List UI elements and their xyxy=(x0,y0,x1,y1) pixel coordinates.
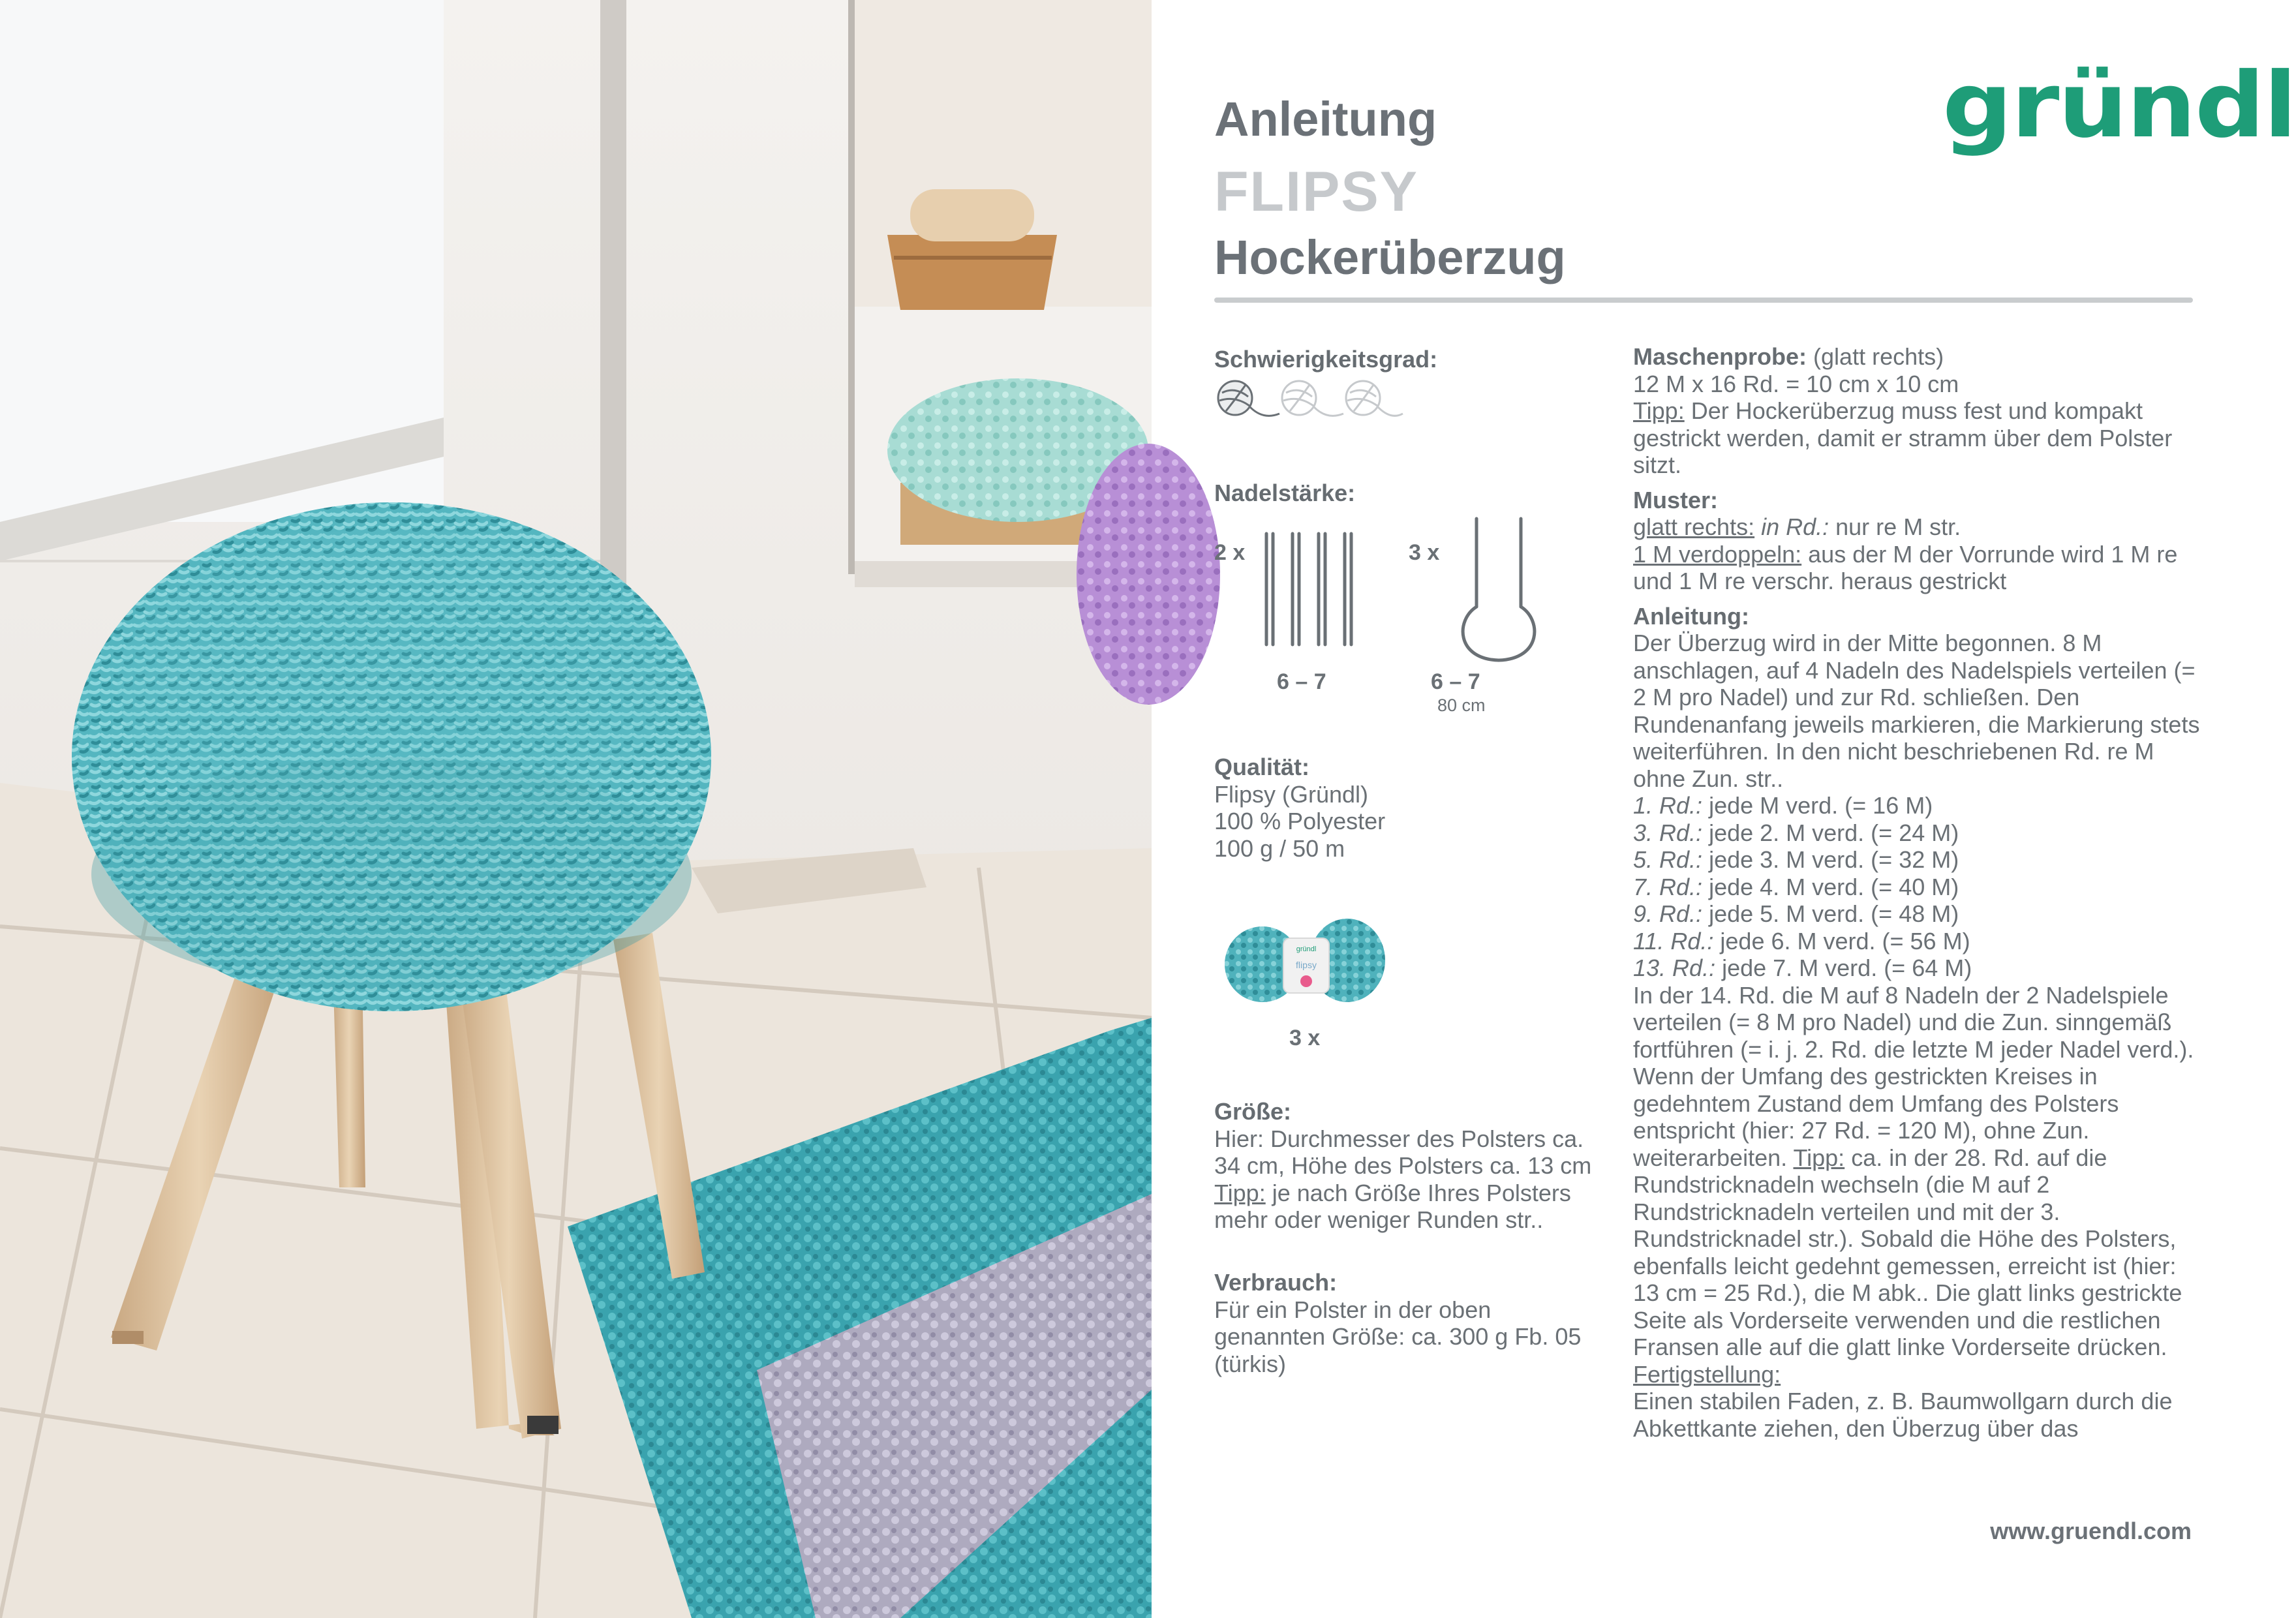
size-main: Hier: Durchmesser des Polsters ca. 34 cm, Höhe des Polsters ca. 13 cm xyxy=(1214,1125,1592,1179)
pattern-item-italic: in Rd.: xyxy=(1754,513,1829,540)
para2-tip-label: Tipp: xyxy=(1793,1144,1845,1171)
circular-needle-size: 6 – 7 xyxy=(1431,669,1480,694)
doc-kicker: Anleitung xyxy=(1214,92,1437,146)
pattern-item xyxy=(1633,513,2207,541)
quality-label: Qualität: xyxy=(1214,754,1310,780)
pattern-item-label: 1 M verdoppeln: xyxy=(1633,540,1802,568)
round-step xyxy=(1633,928,2207,955)
circular-needle-count: 3 x xyxy=(1409,540,1440,565)
yarn-ball-icon-filled xyxy=(1218,381,1279,416)
size-text xyxy=(1214,1125,1606,1234)
quality-line: 100 % Polyester xyxy=(1214,808,1386,834)
doc-subtitle: Hockerüberzug xyxy=(1214,230,1566,284)
size-tip-label: Tipp: xyxy=(1214,1179,1266,1206)
finish-text: Einen stabilen Faden, z. B. Baumwollgarn durch die Abkettkante ziehen, den Überzug über das xyxy=(1633,1388,2173,1442)
pattern-item-label: glatt rechts: xyxy=(1633,513,1755,540)
round-step xyxy=(1633,874,2207,901)
round-text: jede 2. M verd. (= 24 M) xyxy=(1702,819,1959,846)
gauge-tip-label: Tipp: xyxy=(1633,397,1685,424)
round-text: jede 3. M verd. (= 32 M) xyxy=(1702,846,1959,873)
round-label: 13. Rd.: xyxy=(1633,954,1716,981)
difficulty-label: Schwierigkeitsgrad: xyxy=(1214,346,1438,373)
header-divider xyxy=(1214,298,2193,303)
gauge-label-suffix: (glatt rechts) xyxy=(1807,343,1944,370)
brand-logo: gründl xyxy=(1942,53,2296,159)
round-text: jede 5. M verd. (= 48 M) xyxy=(1702,900,1959,927)
para2-text-b: ca. in der 28. Rd. auf die Rundstricknadeln wechseln (die M auf 2 Rundstricknadeln verteilen und mit der 3. Rundstricknadel str.). Sobald die Höhe des Polsters, ebenfalls leicht gedehnt gemessen, erreicht ist (hier: 13 cm = 25 Rd.), die M abk.. Die glatt links gestrickte Seite als Vorderseite verwenden und die restlichen Fransen alle auf die glatt linke Vorderseite drücken. xyxy=(1633,1144,2182,1360)
yarn-ball-icon-empty xyxy=(1282,381,1343,416)
pattern-item xyxy=(1633,541,2207,595)
quality-line: 100 g / 50 m xyxy=(1214,834,1345,862)
product-name: FLIPSY xyxy=(1214,160,1419,223)
round-step xyxy=(1633,954,2207,982)
skein-band-brand: gründl xyxy=(1296,945,1317,953)
instructions-round14: In der 14. Rd. die M auf 8 Nadeln der 2 Nadelspiele verteilen (= 8 M pro Nadel) und die Zun. sinngemäß fortführen (= i. j. 2. Rd. die letzte M jeder Nadel verd.). xyxy=(1633,981,2194,1063)
usage-label: Verbrauch: xyxy=(1214,1269,1338,1296)
needle-set-size: 6 – 7 xyxy=(1277,669,1326,694)
pattern-item-text: nur re M str. xyxy=(1829,513,1961,540)
size-block xyxy=(1214,1098,1619,1234)
round-label: 7. Rd.: xyxy=(1633,873,1703,900)
round-text: jede M verd. (= 16 M) xyxy=(1702,792,1933,819)
gauge-value: 12 M x 16 Rd. = 10 cm x 10 cm xyxy=(1633,370,1959,397)
circular-needle-length: 80 cm xyxy=(1437,695,1486,715)
size-tip-text: je nach Größe Ihres Polsters mehr oder weniger Runden str.. xyxy=(1214,1179,1571,1233)
gauge-tip xyxy=(1633,397,2207,479)
yarn-ball-icon-empty xyxy=(1346,381,1403,416)
size-label: Größe: xyxy=(1214,1098,1292,1125)
pattern-label: Muster: xyxy=(1633,486,1719,513)
round-label: 3. Rd.: xyxy=(1633,819,1703,846)
round-step xyxy=(1633,792,2207,819)
quality-line: Flipsy (Gründl) xyxy=(1214,780,1369,808)
skein-band-label: flipsy xyxy=(1296,960,1317,970)
needle-set-count: 2 x xyxy=(1214,540,1246,565)
yarn-skein-image xyxy=(1223,913,1386,1011)
quality-block xyxy=(1214,754,1606,862)
instructions-panel xyxy=(1152,0,2296,1618)
round-label: 1. Rd.: xyxy=(1633,792,1703,819)
round-label: 9. Rd.: xyxy=(1633,900,1703,927)
finish-label: Fertigstellung: xyxy=(1633,1360,1781,1388)
round-step xyxy=(1633,900,2207,928)
website-link[interactable]: www.gruendl.com xyxy=(1990,1518,2192,1544)
round-text: jede 7. M verd. (= 64 M) xyxy=(1715,954,1972,981)
instructions-intro: Der Überzug wird in der Mitte begonnen. 8 M anschlagen, auf 4 Nadeln des Nadelspiels verteilen (= 2 M pro Nadel) und zur Rd. schließen. Den Rundenanfang jeweils markieren, die Markierung stets weiterführen. In den nicht beschriebenen Rd. re M ohne Zun. str.. xyxy=(1633,630,2200,792)
instructions-para2 xyxy=(1633,1063,2207,1361)
round-label: 5. Rd.: xyxy=(1633,846,1703,873)
pattern-item-text: aus der M der Vorrunde wird 1 M re und 1 M re verschr. heraus gestrickt xyxy=(1633,540,2178,594)
usage-block xyxy=(1214,1269,1619,1377)
gauge-label: Maschenprobe: xyxy=(1633,343,1807,370)
needles-label: Nadelstärke: xyxy=(1214,480,1356,506)
para2-text-a: Wenn der Umfang des gestrickten Kreises in gedehntem Zustand dem Umfang des Polsters entspricht (hier: 27 Rd. = 120 M), ohne Zun. weiterarbeiten. xyxy=(1633,1063,2119,1171)
round-text: jede 6. M verd. (= 56 M) xyxy=(1713,927,1970,954)
gauge-tip-text: Der Hockerüberzug muss fest und kompakt gestrickt werden, damit er stramm über dem Polster sitzt. xyxy=(1633,397,2173,478)
instructions-column xyxy=(1633,343,2207,1442)
gauge-heading xyxy=(1633,343,2207,371)
difficulty-rating xyxy=(1214,378,1403,424)
round-label: 11. Rd.: xyxy=(1633,927,1714,954)
round-step xyxy=(1633,819,2207,847)
round-text: jede 4. M verd. (= 40 M) xyxy=(1702,873,1959,900)
round-step xyxy=(1633,846,2207,874)
yarn-count: 3 x xyxy=(1289,1026,1321,1050)
instructions-label: Anleitung: xyxy=(1633,602,1749,630)
usage-text: Für ein Polster in der oben genannten Größe: ca. 300 g Fb. 05 (türkis) xyxy=(1214,1296,1582,1377)
